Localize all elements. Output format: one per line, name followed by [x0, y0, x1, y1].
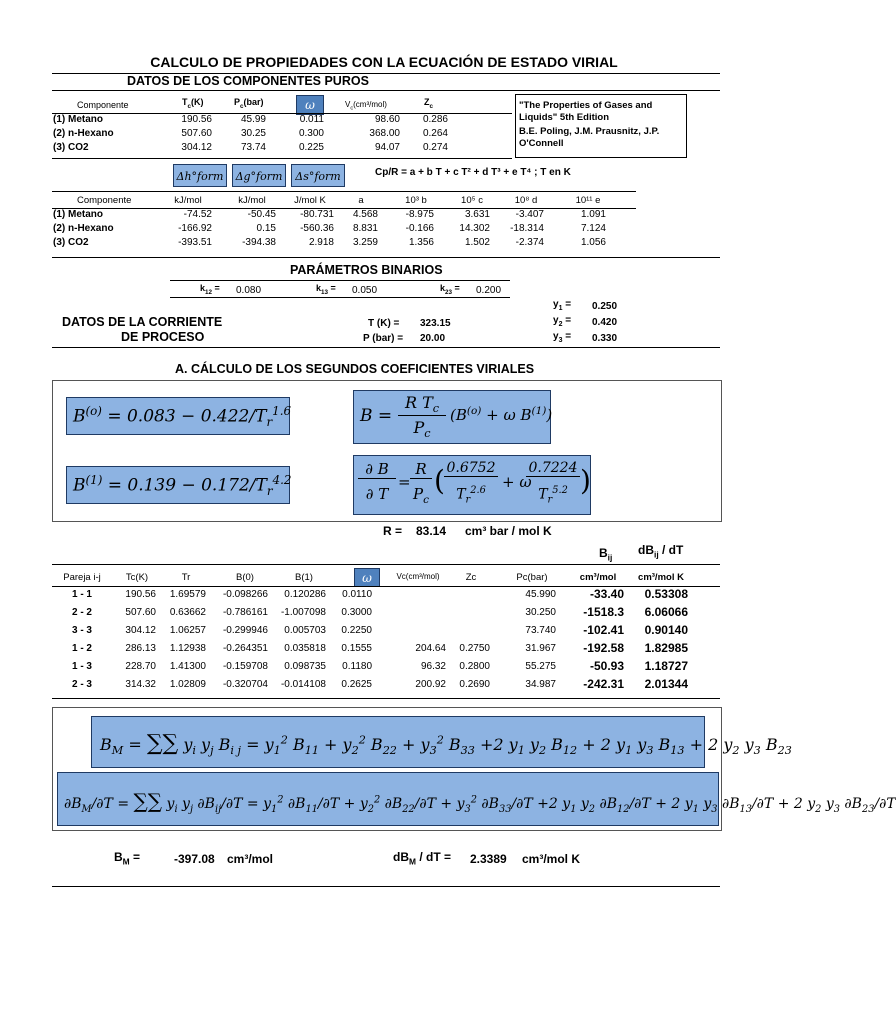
reference-box [515, 94, 687, 158]
pairs-row-value: 0.2800 [459, 661, 490, 672]
pairs-row-label: 2 - 3 [71, 679, 92, 690]
pure-row-value: 368.00 [369, 128, 400, 139]
pairs-row-value: 1.69579 [169, 589, 206, 600]
thermo-row-value: -394.38 [242, 237, 276, 248]
pairs-row-label: 2 - 2 [71, 607, 92, 618]
thermo-row-value: 8.831 [352, 223, 378, 234]
units-header: J/mol K [294, 195, 326, 206]
pairs-row-value: 34.987 [525, 679, 556, 690]
gas-constant-units: cm³ bar / mol K [465, 524, 552, 538]
binary-bottom-line [170, 297, 510, 298]
units-header-componente: Componente [77, 195, 132, 206]
virial-formula-panel [52, 380, 722, 522]
k12-value: 0.080 [236, 285, 262, 296]
thermo-row-value: -8.975 [405, 209, 434, 220]
thermo-row-value: 1.356 [408, 237, 434, 248]
thermo-top-line [52, 191, 636, 192]
formula-b: B = R $T_c$ $P_c$ ($B^{(o)} + \omega$ $B^{(1)}$) [353, 390, 551, 444]
pure-row-value: 0.264 [422, 128, 448, 139]
pairs-row-value: 0.0110 [342, 589, 372, 600]
pairs-row-result: -1518.3 [583, 605, 624, 619]
thermo-row-value: -74.52 [183, 209, 212, 220]
pure-row-component: (2) n-Hexano [53, 128, 114, 139]
thermo-row-value: 3.631 [464, 209, 490, 220]
dbm-value: 2.3389 [470, 852, 507, 866]
page-title: CALCULO DE PROPIEDADES CON LA ECUACIÓN DE ESTADO VIRIAL [150, 54, 618, 70]
thermo-row-value: 4.568 [352, 209, 378, 220]
pure-row-value: 0.300 [298, 128, 324, 139]
pairs-row-value: 200.92 [415, 679, 446, 690]
pairs-row-value: -1.007098 [280, 607, 326, 618]
pairs-row-value: 0.098735 [284, 661, 326, 672]
pairs-header-cell: cm³/mol [579, 572, 617, 583]
pure-row-value: 0.011 [299, 114, 324, 125]
pairs-row-result: -33.40 [589, 587, 624, 601]
pure-row-value: 0.274 [422, 142, 448, 153]
pairs-row-result: -192.58 [583, 641, 624, 655]
thermo-row-value: 0.15 [256, 223, 276, 234]
pairs-header-cell: B(0) [236, 572, 254, 583]
reference-authors: B.E. Poling, J.M. Prausnitz, J.P. O'Connell [519, 126, 660, 149]
header-pc: $P_c(bar)$ [234, 97, 264, 110]
thermo-row-value: -18.314 [510, 223, 544, 234]
thermo-row-value: -80.731 [300, 209, 334, 220]
pairs-row-value: 31.967 [525, 643, 556, 654]
header-componente: Componente [77, 100, 129, 110]
pairs-header-cell: cm³/mol K [638, 572, 684, 583]
units-header: 10⁵ c [461, 195, 483, 206]
k12-label: $k_{12}$ = [200, 283, 220, 296]
formula-b1: $B^{(1)} = 0.139 - 0.172/T_r^{4.2}$ [66, 466, 290, 504]
pairs-row-value: 30.250 [525, 607, 556, 618]
pairs-row-result: 1.18727 [644, 659, 688, 673]
pairs-header-omega: ω [354, 568, 380, 587]
pairs-header-cell: Tr [181, 572, 191, 583]
pairs-row-value: 0.005703 [284, 625, 326, 636]
pairs-row-value: 0.2250 [341, 625, 372, 636]
y3-value: 0.330 [592, 333, 618, 344]
pairs-header-cell: Zc [465, 572, 477, 583]
pure-row-value: 190.56 [181, 114, 212, 125]
pure-row-value: 507.60 [181, 128, 212, 139]
k13-label: $k_{13}$ = [316, 283, 336, 296]
k23-value: 0.200 [476, 285, 502, 296]
pairs-row-result: -102.41 [583, 623, 624, 637]
pairs-header-cell: Tc(K) [125, 572, 149, 583]
y2-label: $y_2$ = [553, 315, 572, 328]
pure-row-value: 0.286 [422, 114, 448, 125]
y1-value: 0.250 [592, 301, 618, 312]
header-dh-form: Δh°form [173, 164, 227, 187]
pairs-row-value: 0.1180 [342, 661, 372, 672]
pressure-value: 20.00 [420, 333, 446, 344]
pairs-header-cell: Vc(cm³/mol) [396, 572, 440, 581]
thermo-row-component: (2) n-Hexano [53, 223, 114, 234]
pressure-label: P (bar) = [363, 333, 404, 344]
pure-row-value: 98.60 [374, 114, 400, 125]
bm-units: cm³/mol [227, 852, 274, 866]
pairs-row-value: 55.275 [525, 661, 556, 672]
formula-dbm-dt: $\partial B_M/\partial T$ = ∑∑ $y_i$ $y_j$ $\partial B_{ij}/\partial T = y_1^2$ $\partial B_{11}/\partial T + y_2^2$ $\partial B_{22}/\partial T + y_3^2$ $\partial B_{33}/\partial T +2$ $y_1$ $y_2$ $\partial B_{12}/\partial T + 2$ $y_1$ $y_3$ $\partial B_{13}/\partial T + 2$ $y_2$ $y_3$ $\partial B_{23}/\partial T$ [57, 772, 719, 826]
stream-heading-1: DATOS DE LA CORRIENTE [62, 315, 223, 329]
pairs-row-label: 1 - 3 [71, 661, 92, 672]
thermo-row-value: 1.091 [580, 209, 606, 220]
reference-title: "The Properties of Gases and Liquids" 5th Edition [519, 100, 653, 123]
results-bottom-line [52, 886, 720, 887]
pairs-row-value: 0.2750 [459, 643, 490, 654]
pairs-row-value: -0.299946 [222, 625, 268, 636]
pure-row-value: 0.225 [298, 142, 324, 153]
header-bij: $B_{ij}$ [599, 546, 613, 563]
units-header: 10¹¹ e [575, 195, 601, 206]
dbm-label: $dB_M$ / dT = [393, 850, 451, 867]
pairs-row-value: 0.63662 [169, 607, 206, 618]
pure-row-value: 304.12 [181, 142, 212, 153]
pairs-row-value: -0.159708 [222, 661, 268, 672]
header-omega: ω [296, 95, 324, 115]
pairs-row-value: 507.60 [125, 607, 156, 618]
pure-row-component: (3) CO2 [53, 142, 89, 153]
temperature-label: T (K) = [368, 318, 400, 329]
thermo-row-value: -393.51 [178, 237, 212, 248]
units-header: 10⁸ d [514, 195, 538, 206]
thermo-row-value: 1.502 [464, 237, 490, 248]
pairs-row-value: -0.786161 [222, 607, 268, 618]
pairs-row-value: 0.2625 [341, 679, 372, 690]
pairs-row-value: 228.70 [125, 661, 156, 672]
pairs-row-value: -0.014108 [280, 679, 326, 690]
pairs-row-result: 1.82985 [644, 641, 688, 655]
pairs-row-result: 2.01344 [644, 677, 688, 691]
thermo-row-value: -0.166 [405, 223, 434, 234]
pure-row-value: 73.74 [240, 142, 266, 153]
pure-bottom-line [52, 158, 512, 159]
pure-heading: DATOS DE LOS COMPONENTES PUROS [127, 74, 369, 88]
pure-row-value: 30.25 [240, 128, 266, 139]
thermo-row-value: -3.407 [515, 209, 544, 220]
pairs-row-result: -242.31 [583, 677, 624, 691]
pairs-row-result: -50.93 [589, 659, 624, 673]
thermo-row-value: -2.374 [515, 237, 544, 248]
units-header: a [358, 195, 364, 206]
dbm-units: cm³/mol K [522, 852, 581, 866]
pairs-row-value: 96.32 [420, 661, 446, 672]
bm-value: -397.08 [174, 852, 215, 866]
pairs-row-value: 1.02809 [169, 679, 206, 690]
header-dbij-dt: $dB_{ij}$ / dT [638, 543, 684, 560]
thermo-row-value: -166.92 [178, 223, 212, 234]
pairs-row-value: 0.3000 [341, 607, 372, 618]
pairs-row-value: 0.2690 [459, 679, 490, 690]
thermo-row-value: -560.36 [300, 223, 334, 234]
pairs-row-value: 190.56 [125, 589, 156, 600]
section-a-heading: A. CÁLCULO DE LOS SEGUNDOS COEFICIENTES VIRIALES [175, 362, 535, 376]
pure-heading-line [52, 90, 720, 91]
binary-heading-line [170, 280, 510, 281]
pure-row-value: 45.99 [240, 114, 266, 125]
header-zc: $Z_c$ [424, 97, 434, 110]
thermo-row-component: (3) CO2 [53, 237, 89, 248]
pairs-row-value: 0.035818 [284, 643, 326, 654]
thermo-row-value: 1.056 [580, 237, 606, 248]
thermo-row-value: -50.45 [247, 209, 276, 220]
pairs-row-value: 204.64 [415, 643, 446, 654]
thermo-row-value: 14.302 [459, 223, 490, 234]
formula-bm: $B_M$ = ∑∑ $y_i$ $y_j$ $B_{i j} = y_1^2$ $B_{11} + y_2^2$ $B_{22} + y_3^2$ $B_{33} +2$ $y_1$ $y_2$ $B_{12} + 2$ $y_1$ $y_3$ $B_{13} + 2$ $y_2$ $y_3$ $B_{23}$ [91, 716, 705, 768]
header-ds-form: Δs°form [291, 164, 345, 187]
pairs-row-value: 45.990 [525, 589, 556, 600]
gas-constant-label: R = [383, 524, 403, 538]
pairs-row-label: 3 - 3 [71, 625, 92, 636]
units-header: 10³ b [405, 195, 427, 206]
thermo-row-value: 2.918 [308, 237, 334, 248]
gas-constant-value: 83.14 [416, 524, 447, 538]
pairs-row-label: 1 - 1 [71, 589, 92, 600]
pure-row-value: 94.07 [374, 142, 400, 153]
header-dg-form: Δg°form [232, 164, 286, 187]
thermo-row-component: (1) Metano [53, 209, 103, 220]
pairs-row-value: 0.1555 [341, 643, 372, 654]
pairs-row-value: 1.06257 [169, 625, 206, 636]
formula-db-dt: ∂ B ∂ T = R $P_c$ ( 0.6752 $T_r^{2.6}$ + ω 0.7224 $T_r^{5.2}$ ) [353, 455, 591, 515]
pairs-header-cell: Pareja i-j [63, 572, 101, 583]
pairs-row-value: 304.12 [125, 625, 156, 636]
pairs-header-cell: B(1) [295, 572, 313, 583]
pairs-row-value: 1.41300 [169, 661, 206, 672]
header-tc: $T_c(K)$ [182, 97, 204, 110]
pairs-header-cell: Pc(bar) [516, 572, 548, 583]
units-header: kJ/mol [174, 195, 202, 206]
pairs-row-result: 0.53308 [644, 587, 688, 601]
bm-label: $B_M$ = [114, 850, 140, 867]
pairs-row-value: -0.098266 [222, 589, 268, 600]
binary-heading: PARÁMETROS BINARIOS [290, 263, 443, 277]
units-header: kJ/mol [238, 195, 266, 206]
mixture-formula-panel [52, 707, 896, 831]
y2-value: 0.420 [592, 317, 618, 328]
pairs-row-value: 73.740 [525, 625, 556, 636]
stream-bottom-line [52, 347, 720, 348]
pairs-top-line [52, 564, 720, 565]
pairs-row-value: -0.264351 [222, 643, 268, 654]
pairs-bottom-line [52, 698, 720, 699]
pairs-row-value: 314.32 [125, 679, 156, 690]
cp-equation: Cp/R = a + b T + c T² + d T³ + e T⁴ ; T en K [375, 167, 571, 178]
y3-label: $y_3$ = [553, 331, 572, 344]
formula-b0: $B^{(o)} = 0.083 - 0.422/T_r^{1.6}$ [66, 397, 290, 435]
temperature-value: 323.15 [420, 318, 451, 329]
thermo-row-value: 7.124 [580, 223, 606, 234]
k23-label: $k_{23}$ = [440, 283, 460, 296]
stream-heading-2: DE PROCESO [121, 330, 205, 344]
pairs-row-result: 0.90140 [644, 623, 688, 637]
k13-value: 0.050 [352, 285, 378, 296]
thermo-row-value: 3.259 [352, 237, 378, 248]
pairs-row-result: 6.06066 [644, 605, 688, 619]
pure-row-component: (1) Metano [53, 114, 103, 125]
y1-label: $y_1$ = [553, 299, 572, 312]
pairs-row-value: -0.320704 [222, 679, 268, 690]
pairs-row-label: 1 - 2 [71, 643, 92, 654]
pairs-row-value: 1.12938 [169, 643, 206, 654]
pairs-row-value: 286.13 [125, 643, 156, 654]
header-vc: $V_c(cm^3/mol)$ [345, 100, 387, 112]
pairs-row-value: 0.120286 [284, 589, 326, 600]
thermo-bottom-line [52, 257, 720, 258]
